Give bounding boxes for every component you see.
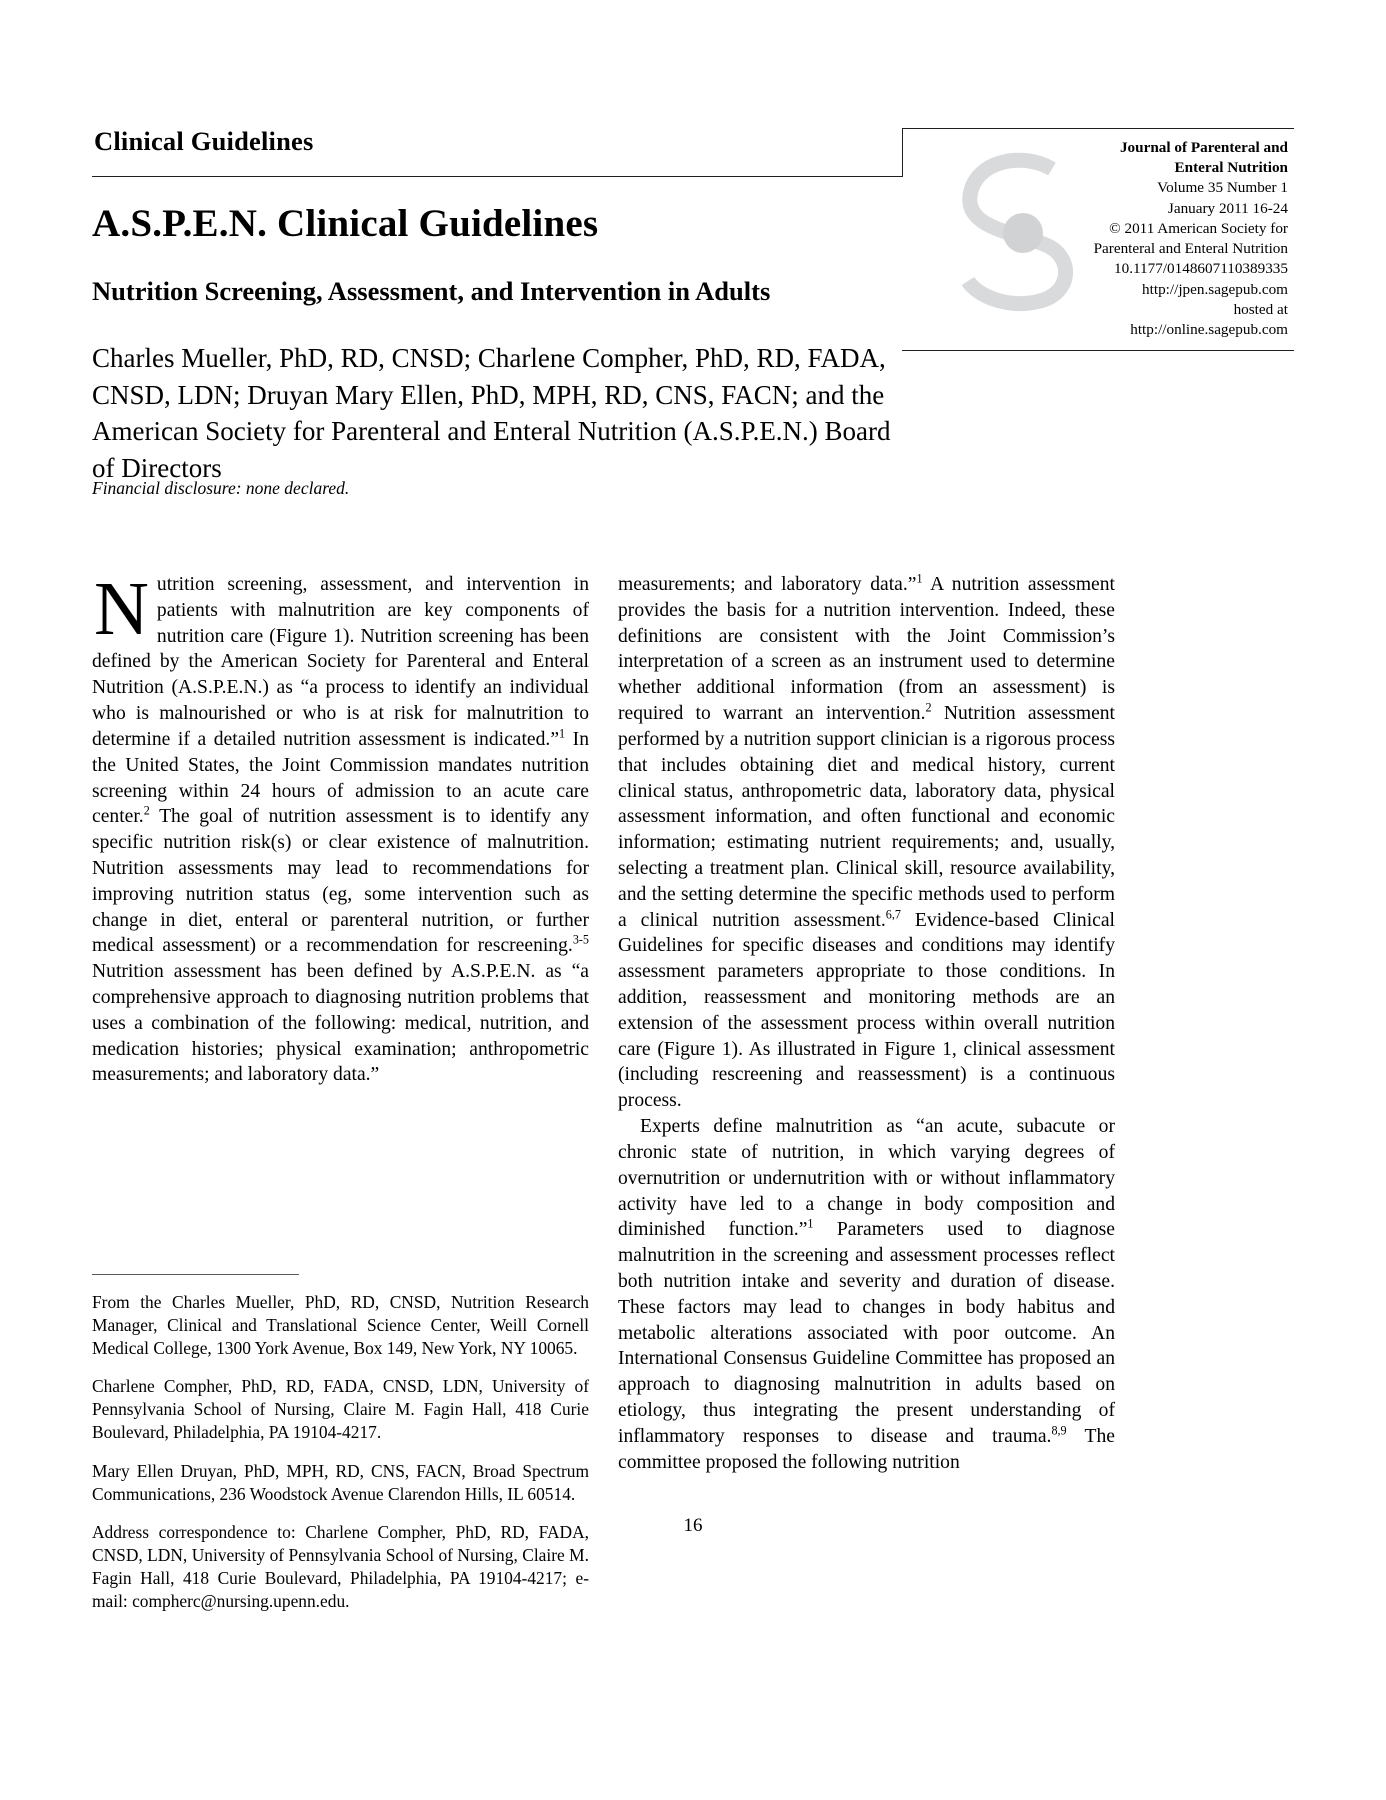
- article-title: A.S.P.E.N. Clinical Guidelines: [92, 202, 599, 246]
- cont-text-c: Nutrition assessment performed by a nutrition support clinician is a rigorous process that includes obtaining diet and medical history, current clinical status, anthropometric data, laboratory data, physical assessment information, and often functional and economic information; estimating nutrient requirements; and, usually, selecting a treatment plan. Clinical skill, resource availability, and the setting determine the specific methods used to perform a clinical nutrition assessment.: [618, 703, 1116, 931]
- body-column-left: [92, 567, 589, 1088]
- intro-text-c: The goal of nutrition assessment is to identify any specific nutrition risk(s) or clear existence of malnutrition. Nutrition assessments may lead to recommendations for improving nutrition status (eg, some intervention such as change in diet, enteral or parenteral nutrition, or further medical assessment) or a recommendation for rescreening.: [92, 806, 589, 957]
- footnote-divider: [92, 1274, 299, 1275]
- malnutrition-text-c: The committee proposed the following nutrition: [618, 1425, 1115, 1473]
- masthead-text: [902, 138, 1288, 340]
- paragraph-intro: [92, 567, 589, 1088]
- intro-text-a: utrition screening, assessment, and intervention in patients with malnutrition are key components of nutrition care (Figure 1). Nutrition screening has been defined by the American Society for Parenteral and Enteral Nutrition (A.S.P.E.N.) as “a process to identify an individual who is malnourished or who is at risk for malnutrition to determine if a detailed nutrition assessment is indicated.”: [92, 574, 589, 750]
- footnote-affiliation-3: Mary Ellen Druyan, PhD, MPH, RD, CNS, FACN, Broad Spectrum Communications, 236 Woodstock Avenue Clarendon Hills, IL 60514.: [92, 1460, 589, 1504]
- paragraph-malnutrition: [618, 1114, 1115, 1475]
- masthead-line-4: © 2011 American Society for: [1109, 219, 1288, 237]
- footnote-affiliation-1: From the Charles Mueller, PhD, RD, CNSD, Nutrition Research Manager, Clinical and Translational Science Center, Weill Cornell Medical College, 1300 York Avenue, Box 149, New York, NY 10065.: [92, 1292, 589, 1358]
- masthead-line-1: Enteral Nutrition: [1174, 159, 1288, 177]
- masthead-doi: 10.1177/0148607110389335: [1114, 260, 1288, 278]
- cont-text-a: measurements; and laboratory data.”: [618, 574, 917, 595]
- masthead-line-3: January 2011 16-24: [1167, 199, 1288, 217]
- malnutrition-text-b: Parameters used to diagnose malnutrition in the screening and assessment processes reflect both nutrition intake and severity and duration of disease. These factors may lead to changes in body habitus and metabolic alterations associated with poor outcome. An International Consensus Guideline Committee has proposed an approach to diagnosing malnutrition in adults based on etiology, thus integrating the present understanding of inflammatory responses to disease and trauma.: [618, 1219, 1115, 1447]
- masthead-line-2: Volume 35 Number 1: [1157, 179, 1288, 197]
- ref-marker-3: 3-5: [572, 932, 589, 947]
- masthead-line-5: Parenteral and Enteral Nutrition: [1093, 240, 1288, 258]
- cont-text-d: Evidence-based Clinical Guidelines for specific diseases and conditions may identify assessment parameters appropriate to those conditions. In addition, reassessment and monitoring methods are an extension of the assessment process within overall nutrition care (Figure 1). As illustrated in Figure 1, clinical assessment (including rescreening and reassessment) is a continuous process.: [618, 909, 1115, 1112]
- footnote-block: [92, 1274, 589, 1613]
- running-head-label: Clinical Guidelines: [94, 126, 314, 156]
- paragraph-continued: [618, 572, 1115, 1114]
- ref-marker-67: 6,7: [885, 907, 901, 922]
- masthead-hosted-at: hosted at: [1233, 300, 1288, 318]
- masthead-host-url[interactable]: http://online.sagepub.com: [1130, 320, 1288, 338]
- intro-text-b: In the United States, the Joint Commission mandates nutrition screening within 24 hours of admission to an acute care center.: [92, 728, 589, 828]
- ref-marker-2b: 2: [925, 700, 932, 715]
- footnote-correspondence: Address correspondence to: Charlene Compher, PhD, RD, FADA, CNSD, LDN, University of Pennsylvania School of Nursing, Claire M. Fagin Hall, 418 Curie Boulevard, Philadelphia, PA 19104-4217; e-mail: compherc@nursing.upenn.edu.: [92, 1522, 589, 1611]
- body-column-right: [618, 572, 1115, 1475]
- article-subtitle: Nutrition Screening, Assessment, and Intervention in Adults: [92, 275, 771, 306]
- masthead-line-0: Journal of Parenteral and: [1119, 139, 1288, 156]
- ref-marker-1b: 1: [916, 571, 923, 586]
- financial-disclosure: Financial disclosure: none declared.: [92, 478, 350, 498]
- cont-text-b: A nutrition assessment provides the basis for a nutrition intervention. Indeed, these definitions are consistent with the Joint Commission’s interpretation of a screen as an instrument used to determine whether additional information (from an assessment) is required to warrant an intervention.: [618, 574, 1115, 725]
- author-list: Charles Mueller, PhD, RD, CNSD; Charlene Compher, PhD, RD, FADA, CNSD, LDN; Druyan Mary Ellen, PhD, MPH, RD, CNS, FACN; and the American Society for Parenteral and Enteral Nutrition (A.S.P.E.N.) Board of Directors: [92, 343, 891, 484]
- ref-marker-1c: 1: [807, 1216, 814, 1231]
- footnote-affiliation-2: Charlene Compher, PhD, RD, FADA, CNSD, LDN, University of Pennsylvania School of Nursing, Claire M. Fagin Hall, 418 Curie Boulevard, Philadelphia, PA 19104-4217.: [92, 1376, 589, 1442]
- ref-marker-2: 2: [143, 803, 150, 818]
- intro-text-d: Nutrition assessment has been defined by A.S.P.E.N. as “a comprehensive approach to diagnosing nutrition problems that uses a combination of the following: medical, nutrition, and medication histories; physical examination; anthropometric measurements; and laboratory data.”: [92, 961, 589, 1086]
- ref-marker-1: 1: [559, 726, 566, 741]
- page-number: 16: [683, 1515, 703, 1536]
- journal-masthead: [902, 128, 1294, 351]
- ref-marker-89: 8,9: [1051, 1423, 1067, 1438]
- running-head-box: [92, 128, 903, 177]
- masthead-journal-url[interactable]: http://jpen.sagepub.com: [1142, 280, 1288, 298]
- malnutrition-text-a: Experts define malnutrition as “an acute, subacute or chronic state of nutrition, in which varying degrees of overnutrition or undernutrition with or without inflammatory activity have led to a change in body composition and diminished function.”: [618, 1116, 1115, 1241]
- drop-cap: N: [94, 567, 149, 651]
